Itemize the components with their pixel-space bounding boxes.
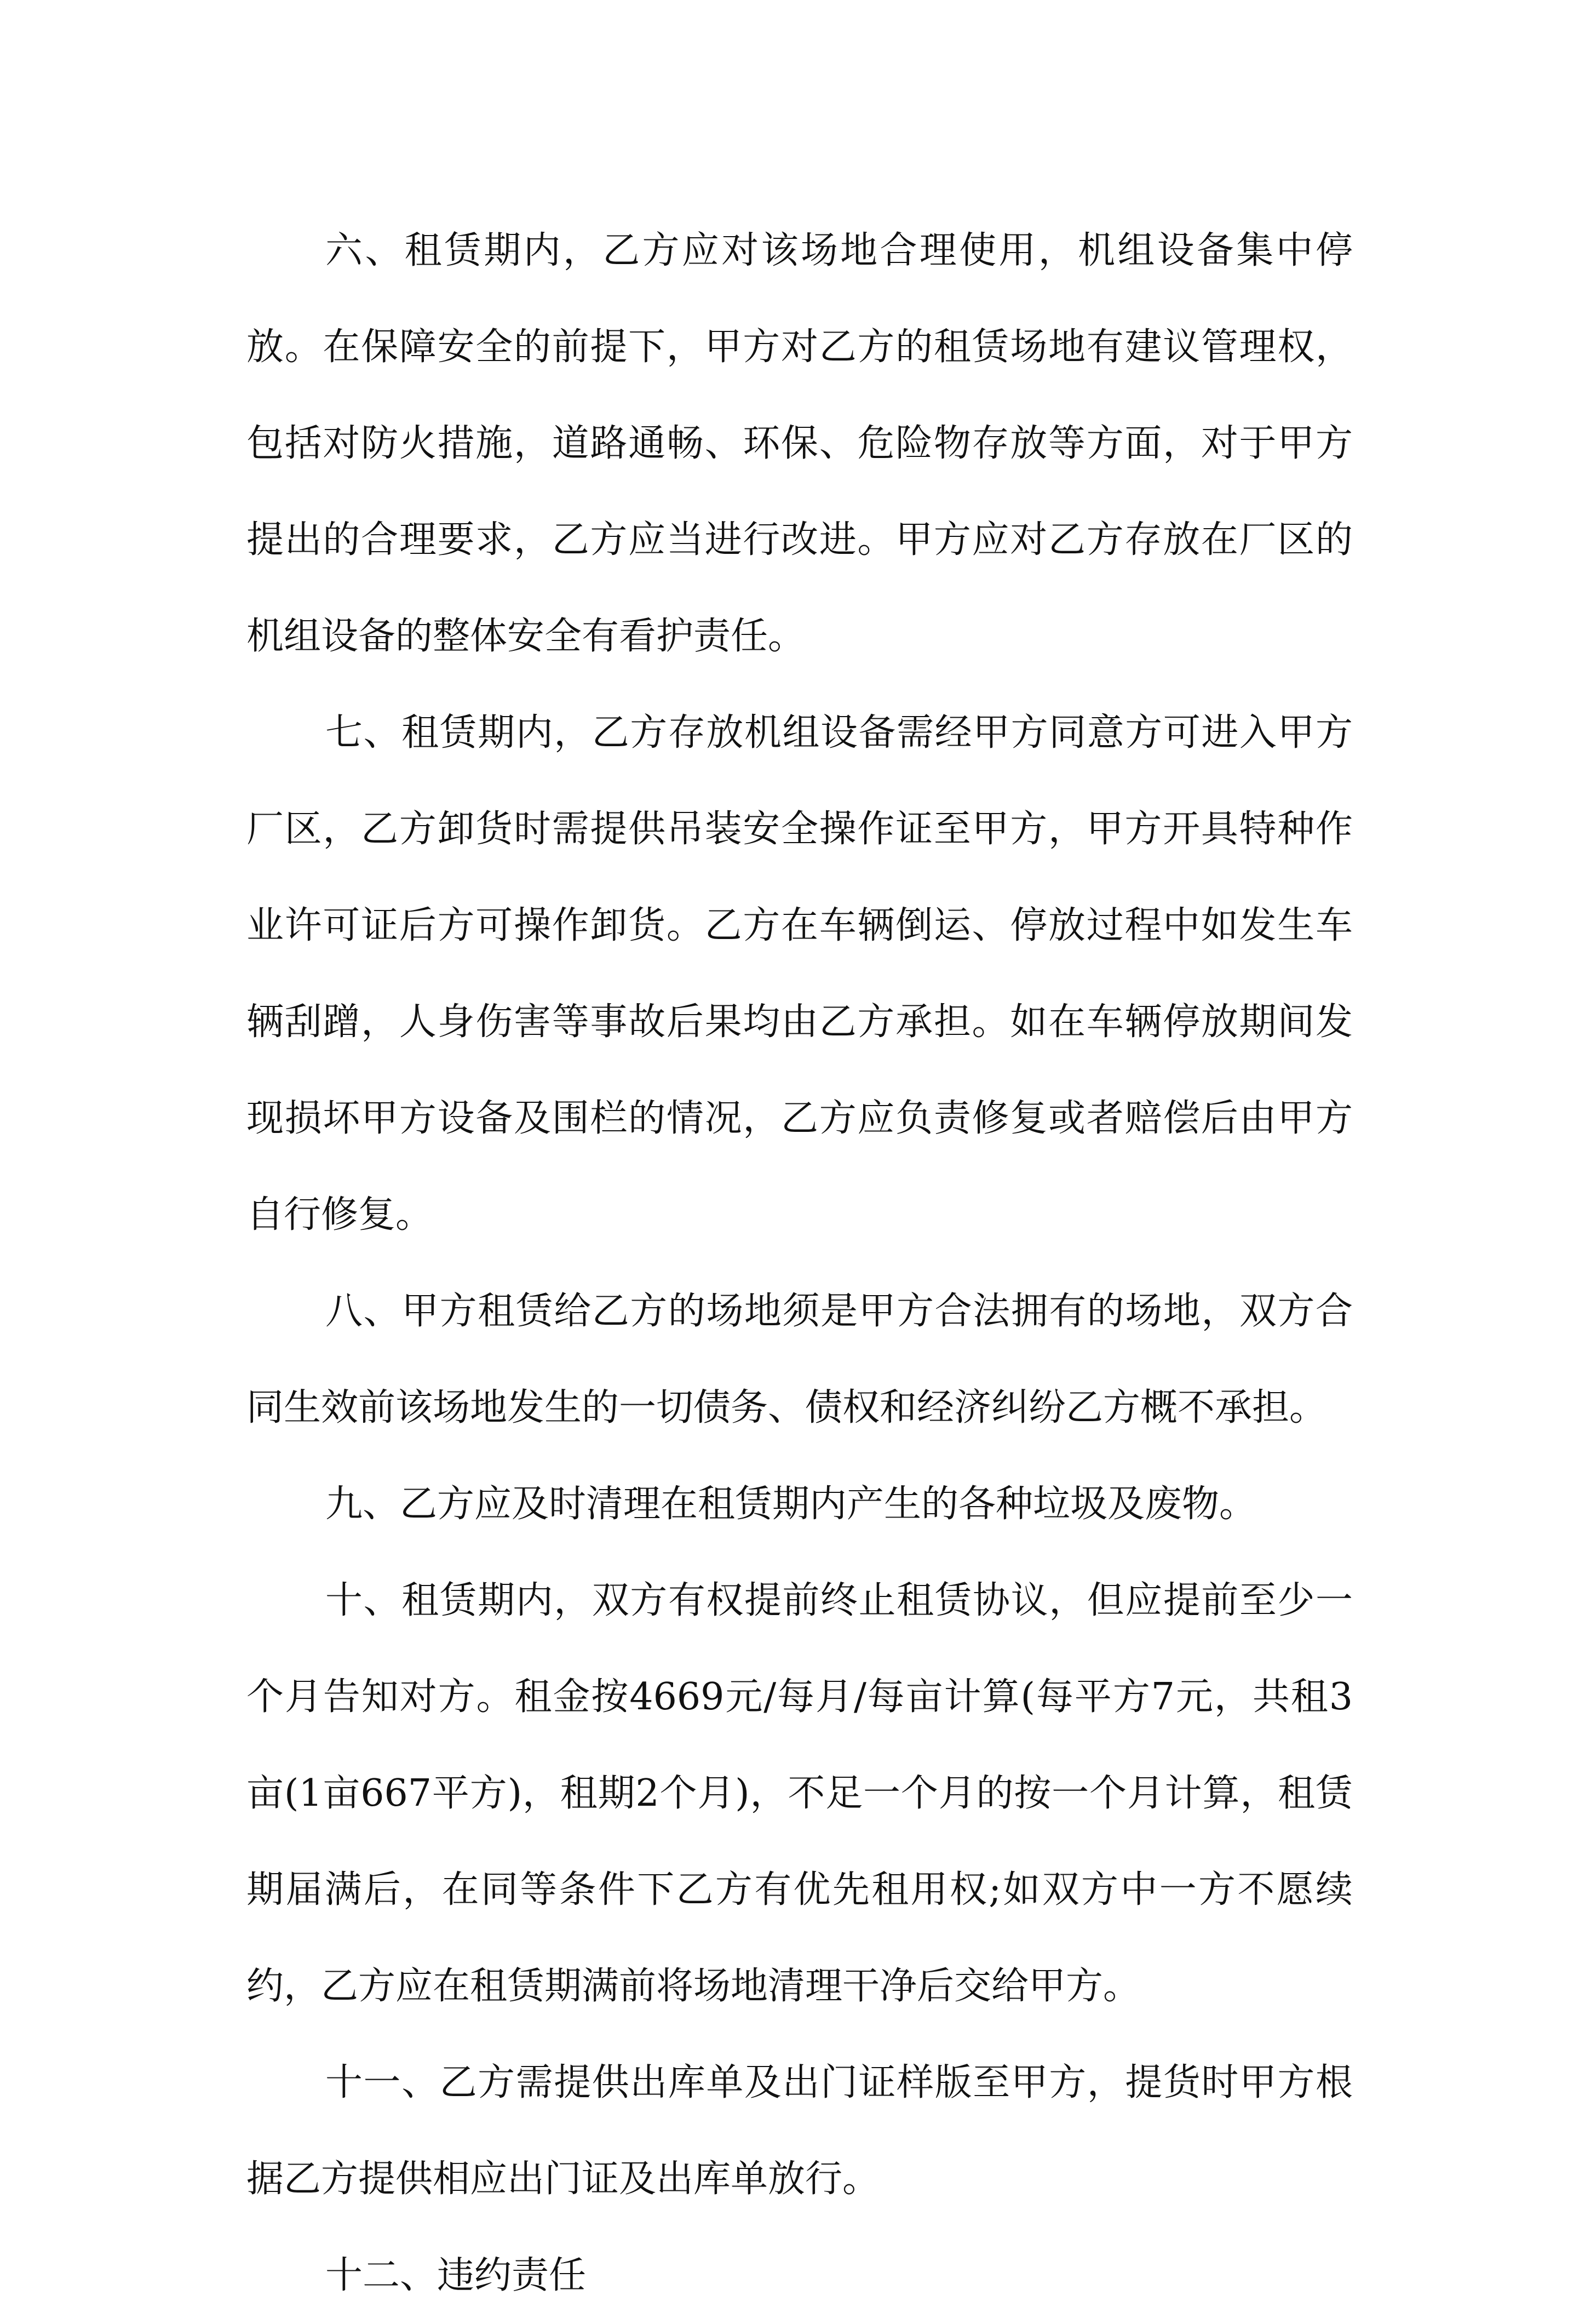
clause-12-heading: 十二、违约责任 [325,2254,587,2297]
clause-8-paragraph: 八、甲方租赁给乙方的场地须是甲方合法拥有的场地，双方合同生效前该场地发生的一切债务、债权和经济纠纷乙方概不承担。 [246,1290,1353,1429]
clause-6-paragraph: 六、租赁期内，乙方应对该场地合理使用，机组设备集中停放。在保障安全的前提下，甲方对乙方的租赁场地有建议管理权，包括对防火措施，道路通畅、环保、危险物存放等方面，对于甲方提出的合理要求，乙方应当进行改进。甲方应对乙方存放在厂区的机组设备的整体安全有看护责任。 [246,229,1353,658]
document-body [246,203,1353,2324]
clause-9-paragraph: 九、乙方应及时清理在租赁期内产生的各种垃圾及废物。 [325,1482,1257,1526]
clause-10-paragraph: 十、租赁期内，双方有权提前终止租赁协议，但应提前至少一个月告知对方。租金按4669元/每月/每亩计算(每平方7元，共租3亩(1亩667平方)，租期2个月)，不足一个月的按一个月计算，租赁期届满后，在同等条件下乙方有优先租用权;如双方中一方不愿续约，乙方应在租赁期满前将场地清理干净后交给甲方。 [246,1579,1353,2008]
clause-7-paragraph: 七、租赁期内，乙方存放机组设备需经甲方同意方可进入甲方厂区，乙方卸货时需提供吊装安全操作证至甲方，甲方开具特种作业许可证后方可操作卸货。乙方在车辆倒运、停放过程中如发生车辆刮蹭，人身伤害等事故后果均由乙方承担。如在车辆停放期间发现损坏甲方设备及围栏的情况，乙方应负责修复或者赔偿后由甲方自行修复。 [246,711,1353,1237]
clause-11-paragraph: 十一、乙方需提供出库单及出门证样版至甲方，提货时甲方根据乙方提供相应出门证及出库单放行。 [246,2061,1353,2201]
